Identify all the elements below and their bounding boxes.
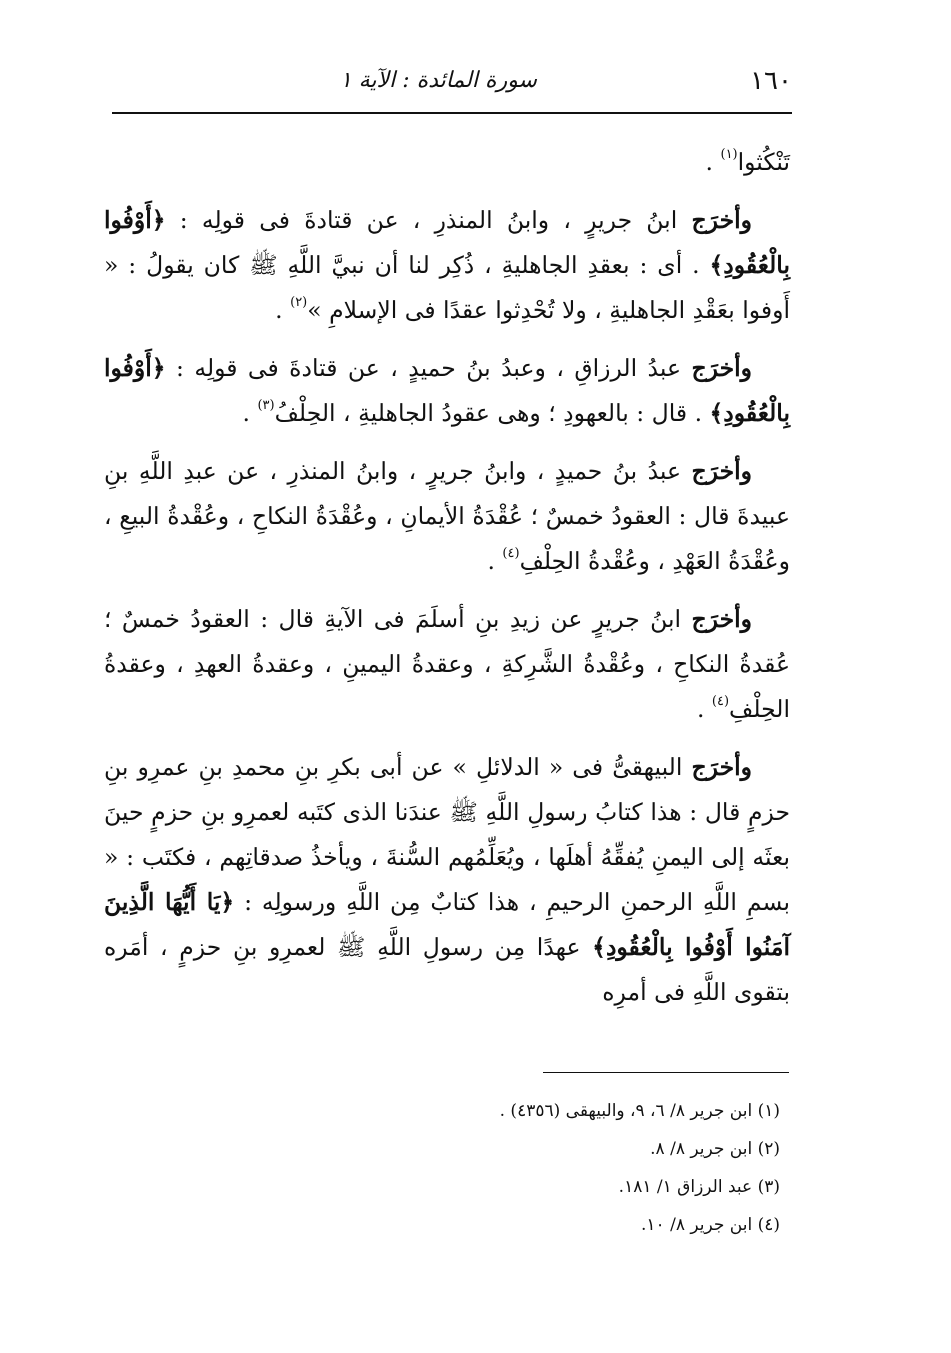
footnotes	[300, 1092, 780, 1244]
footnote-ref: (٢)	[290, 295, 308, 310]
footnote-ref: (٣)	[257, 398, 275, 413]
quran-verse: ﴿أَوْفُوا بِالْعُقُودِ﴾	[104, 354, 790, 427]
footnote: (٢) ابن جرير ٨/ ٨.	[650, 1139, 780, 1159]
paragraph-lead-word: وأخرَج	[691, 457, 752, 485]
paragraph-end: .	[275, 296, 291, 324]
footnote-ref: (٤)	[502, 546, 520, 561]
paragraph-text: ابنُ جريرٍ ، وابنُ المنذرِ ، عن قتادةَ فى قولِه :	[165, 206, 692, 234]
paragraph-end: .	[242, 399, 258, 427]
paragraph-lead-word: وأخرَج	[691, 605, 752, 633]
body-text	[104, 140, 790, 1028]
quran-verse: ﴿أَوْفُوا بِالْعُقُودِ﴾	[104, 206, 790, 279]
footnote: (٤) ابن جرير ٨/ ١٠.	[641, 1215, 780, 1235]
paragraph	[104, 745, 790, 1015]
paragraph-text: . قال : بالعهودِ ؛ وهى عقودُ الجاهليةِ ، الحِلْفُ	[274, 399, 710, 427]
paragraph-continuation	[104, 140, 790, 185]
paragraph-text: عبدُ الرزاقِ ، وعبدُ بنُ حميدٍ ، عن قتادةَ فى قولِه :	[165, 354, 692, 382]
paragraph-end: .	[705, 148, 721, 176]
paragraph-text: عهدًا مِن رسولِ اللَّهِ ﷺ لعمرِو بنِ حزمٍ ، أمَره بتقوى اللَّهِ فى أمرِه	[104, 933, 790, 1006]
paragraph	[104, 198, 790, 333]
header-rule	[112, 112, 792, 114]
paragraph	[104, 597, 790, 732]
paragraph-text: البيهقىُّ فى « الدلائلِ » عن أبى بكرِ بنِ محمدِ بنِ عمرِو بنِ حزمٍ قال : هذا كتابُ رسولِ اللَّهِ ﷺ عندَنا الذى كتَبه لعمرِو بنِ حزمٍ حينَ بعثَه إلى اليمنِ يُفقِّهُ أهلَها ، ويُعَلِّمُهم السُّنةَ ، ويأخذُ صدقاتِهم ، فكتَب : « بسمِ اللَّهِ الرحمنِ الرحيمِ ، هذا كتابٌ مِن اللَّهِ ورسولِه :	[104, 753, 790, 916]
paragraph	[104, 449, 790, 584]
paragraph-end: .	[696, 695, 712, 723]
paragraph-text: عبدُ بنُ حميدٍ ، وابنُ جريرٍ ، وابنُ المنذرِ ، عن عبدِ اللَّهِ بنِ عبيدةَ قال : العقودُ خمسٌ ؛ عُقْدَةُ الأيمانِ ، وعُقْدَةُ النكاحِ ، وعُقْدةُ البيعِ ، وعُقْدَةُ العَهْدِ ، وعُقْدةُ الحِلْفِ	[104, 457, 790, 575]
page-header	[112, 60, 792, 118]
footnote: (١) ابن جرير ٨/ ٦، ٩، والبيهقى (٤٣٥٦) .	[499, 1101, 780, 1121]
paragraph-lead-word: وأخرَج	[691, 753, 752, 781]
quran-verse: ﴿يَا أَيُّهَا الَّذِينَ آمَنُوا أَوْفُوا بِالْعُقُودِ﴾	[104, 888, 790, 961]
running-title: سورة المائدة : الآية ١	[339, 68, 537, 93]
footnote-ref: (١)	[720, 147, 738, 162]
footnote-ref: (٤)	[711, 694, 730, 709]
paragraph-lead-word: وأخرَج	[691, 206, 752, 234]
paragraph-lead-word: وأخرَج	[691, 354, 752, 382]
page-number: ١٦٠	[750, 66, 792, 96]
paragraph	[104, 346, 790, 436]
paragraph-text: ابنُ جريرٍ عن زيدِ بنِ أسلَمَ فى الآيةِ قال : العقودُ خمسٌ ؛ عُقدةُ النكاحِ ، وعُقْدةُ الشَّرِكةِ ، وعقدةُ اليمينِ ، وعقدةُ العهدِ ، وعقدةُ الحِلْفِ	[104, 605, 790, 723]
footnote-rule	[543, 1072, 789, 1073]
paragraph-end: .	[487, 547, 503, 575]
paragraph-text: . أى : بعقدِ الجاهليةِ ، ذُكِر لنا أن نبيَّ اللَّهِ ﷺ كان يقولُ : « أَوفوا بعَقْدِ الجاهليةِ ، ولا تُحْدِثوا عقدًا فى الإسلامِ »	[104, 251, 790, 324]
paragraph-text: تَنْكُثوا	[737, 148, 790, 176]
footnote: (٣) عبد الرزاق ١/ ١٨١.	[618, 1177, 780, 1197]
